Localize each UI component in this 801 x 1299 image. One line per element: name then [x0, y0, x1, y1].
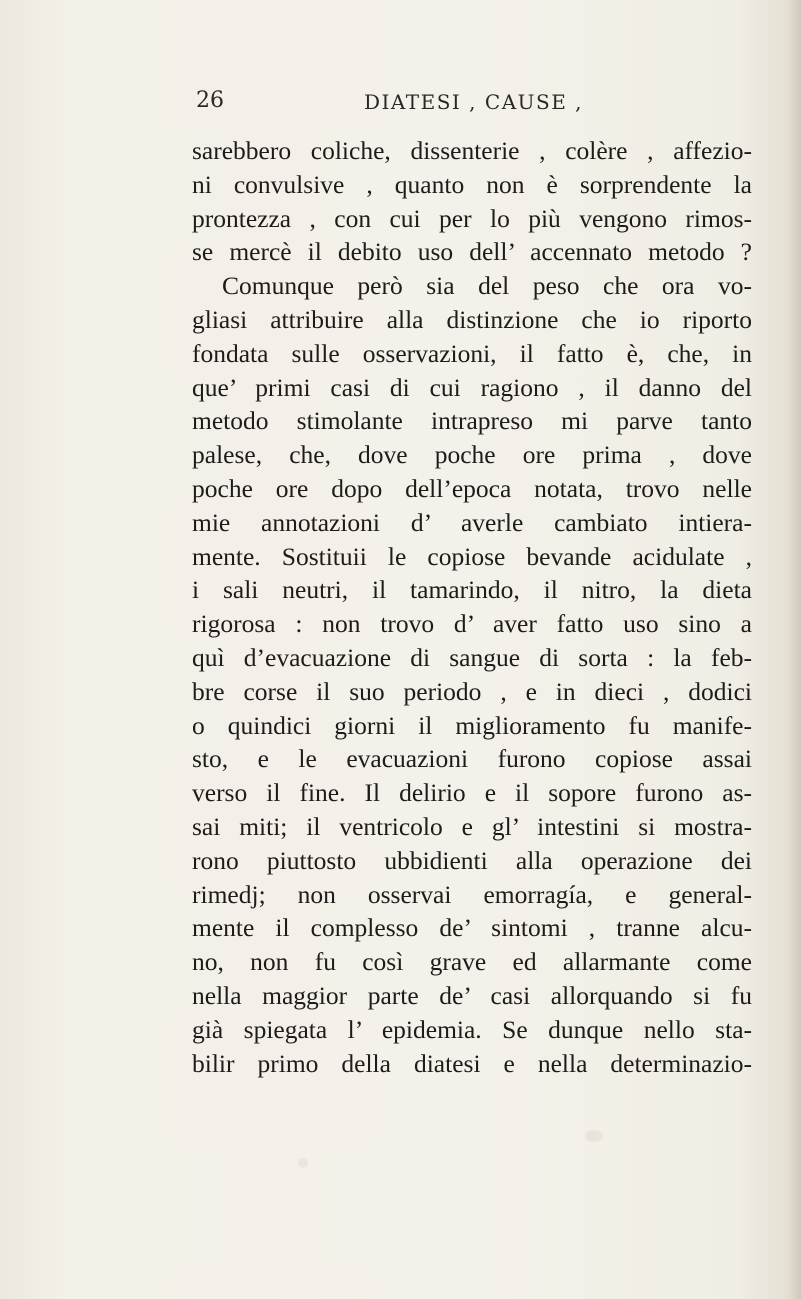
- text-line: rono piuttosto ubbidienti alla operazione dei: [192, 845, 752, 875]
- text-line: bilir primo della diatesi e nella determinazio-: [192, 1048, 752, 1078]
- text-line: verso il fine. Il delirio e il sopore furono as-: [192, 778, 752, 808]
- text-line: rimedj; non osservai emorragía, e general-: [192, 879, 752, 909]
- paper-stain: [585, 1130, 603, 1142]
- text-line: sai miti; il ventricolo e gl’ intestini si mostra-: [192, 811, 752, 841]
- page-number: 26: [196, 88, 224, 113]
- text-line: palese, che, dove poche ore prima , dove: [192, 440, 752, 470]
- text-line: mente. Sostituii le copiose bevande acidulate ,: [192, 541, 752, 571]
- running-title: DIATESI , CAUSE ,: [364, 90, 584, 114]
- paper-stain: [298, 1158, 308, 1168]
- text-line: Comunque però sia del peso che ora vo-: [222, 271, 752, 301]
- text-line: mente il complesso de’ sintomi , tranne alcu-: [192, 913, 752, 943]
- page-edge-shadow: [787, 0, 801, 1299]
- text-line: se mercè il debito uso dell’ accennato metodo ?: [192, 237, 752, 267]
- text-line: fondata sulle osservazioni, il fatto è, che, in: [192, 338, 752, 368]
- text-line: sto, e le evacuazioni furono copiose assai: [192, 744, 752, 774]
- text-line: nella maggior parte de’ casi allorquando si fu: [192, 980, 752, 1010]
- text-line: poche ore dopo dell’epoca notata, trovo nelle: [192, 473, 752, 503]
- text-line: i sali neutri, il tamarindo, il nitro, la dieta: [192, 575, 752, 605]
- text-line: sarebbero coliche, dissenterie , colère , affezio-: [192, 136, 752, 165]
- text-line: rigorosa : non trovo d’ aver fatto uso sino a: [192, 609, 752, 639]
- text-line: no, non fu così grave ed allarmante come: [192, 947, 752, 977]
- text-line: già spiegata l’ epidemia. Se dunque nello sta-: [192, 1014, 752, 1044]
- text-line: gliasi attribuire alla distinzione che io riporto: [192, 304, 752, 334]
- body-text: [192, 134, 752, 1080]
- text-line: metodo stimolante intrapreso mi parve tanto: [192, 406, 752, 436]
- text-line: o quindici giorni il miglioramento fu manife-: [192, 710, 752, 740]
- page-header: [196, 86, 716, 122]
- text-line: prontezza , con cui per lo più vengono rimos-: [192, 203, 752, 233]
- text-line: quì d’evacuazione di sangue di sorta : la feb-: [192, 642, 752, 672]
- text-line: mie annotazioni d’ averle cambiato intiera-: [192, 507, 752, 537]
- text-line: que’ primi casi di cui ragiono , il danno del: [192, 372, 752, 402]
- text-line: bre corse il suo periodo , e in dieci , dodici: [192, 676, 752, 706]
- text-line: ni convulsive , quanto non è sorprendente la: [192, 169, 752, 199]
